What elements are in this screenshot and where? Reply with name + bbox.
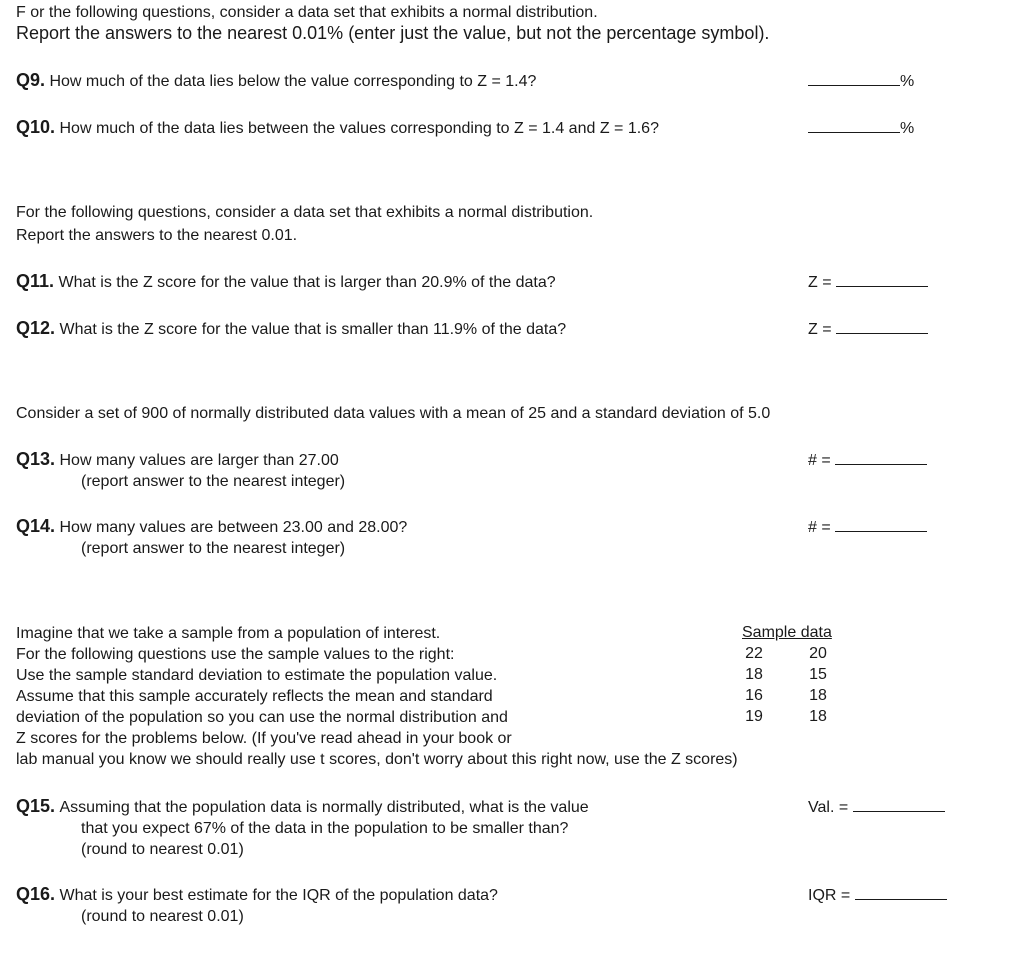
q15-note: (round to nearest 0.01) bbox=[81, 841, 244, 858]
sample-cell: 16 bbox=[745, 687, 763, 704]
q15-answer bbox=[808, 796, 945, 818]
question-q13 bbox=[16, 448, 339, 472]
section1-intro-line2: Report the answers to the nearest 0.01% (enter just the value, but not the percentage symbol). bbox=[16, 23, 770, 43]
q13-note: (report answer to the nearest integer) bbox=[81, 473, 346, 490]
section4-line-7: lab manual you know we should really use t scores, don't worry about this right now, use the Z scores) bbox=[16, 751, 738, 768]
sample-row bbox=[742, 664, 844, 685]
sample-cell: 18 bbox=[809, 687, 827, 704]
q10-text: How much of the data lies between the values corresponding to Z = 1.4 and Z = 1.6? bbox=[59, 120, 659, 137]
question-q11 bbox=[16, 270, 556, 294]
q13-label: # = bbox=[808, 452, 831, 469]
q16-label: IQR = bbox=[808, 887, 851, 904]
sample-cell: 18 bbox=[809, 708, 827, 725]
question-q14 bbox=[16, 515, 407, 539]
q14-text: How many values are between 23.00 and 28.00? bbox=[59, 519, 408, 536]
q11-answer-blank[interactable] bbox=[836, 271, 928, 287]
sample-cell: 18 bbox=[745, 666, 763, 683]
q14-number: Q14. bbox=[16, 516, 56, 536]
sample-row bbox=[742, 706, 844, 727]
q10-answer-blank[interactable] bbox=[808, 117, 900, 133]
sample-data-table bbox=[742, 622, 844, 727]
question-q16 bbox=[16, 883, 498, 907]
q16-note: (round to nearest 0.01) bbox=[81, 908, 244, 925]
q16-text: What is your best estimate for the IQR of the population data? bbox=[59, 887, 498, 904]
question-q15 bbox=[16, 795, 589, 819]
section2-intro-line1: For the following questions, consider a data set that exhibits a normal distribution. bbox=[16, 204, 594, 221]
section3-intro: Consider a set of 900 of normally distributed data values with a mean of 25 and a standard deviation of 5.0 bbox=[16, 405, 771, 422]
q11-text: What is the Z score for the value that is larger than 20.9% of the data? bbox=[58, 274, 556, 291]
section4-line-3: Use the sample standard deviation to estimate the population value. bbox=[16, 667, 498, 684]
q13-number: Q13. bbox=[16, 449, 56, 469]
q11-number: Q11. bbox=[16, 271, 55, 291]
q15-line2: that you expect 67% of the data in the population to be smaller than? bbox=[81, 820, 569, 837]
q15-text: Assuming that the population data is normally distributed, what is the value bbox=[59, 799, 589, 816]
q12-text: What is the Z score for the value that is smaller than 11.9% of the data? bbox=[59, 321, 567, 338]
sample-cell: 22 bbox=[745, 645, 763, 662]
q9-answer bbox=[808, 70, 914, 92]
sample-row bbox=[742, 685, 844, 706]
q14-answer-blank[interactable] bbox=[835, 516, 927, 532]
q16-number: Q16. bbox=[16, 884, 56, 904]
sample-row bbox=[742, 643, 844, 664]
q16-answer-blank[interactable] bbox=[855, 884, 947, 900]
question-q9 bbox=[16, 69, 536, 93]
sample-cell: 19 bbox=[745, 708, 763, 725]
sample-data-header: Sample data bbox=[742, 624, 832, 641]
q12-number: Q12. bbox=[16, 318, 56, 338]
q10-answer bbox=[808, 117, 914, 139]
q12-answer bbox=[808, 318, 928, 340]
sample-cell: 15 bbox=[809, 666, 827, 683]
q11-label: Z = bbox=[808, 274, 832, 291]
q13-text: How many values are larger than 27.00 bbox=[59, 452, 339, 469]
q16-answer bbox=[808, 884, 947, 906]
question-q10 bbox=[16, 116, 659, 140]
q10-number: Q10. bbox=[16, 117, 56, 137]
section4-line-1: Imagine that we take a sample from a population of interest. bbox=[16, 625, 441, 642]
q13-answer-blank[interactable] bbox=[835, 449, 927, 465]
q12-answer-blank[interactable] bbox=[836, 318, 928, 334]
q14-answer bbox=[808, 516, 927, 538]
q9-number: Q9. bbox=[16, 70, 46, 90]
q9-unit: % bbox=[900, 73, 915, 90]
section1-intro-line1: F or the following questions, consider a data set that exhibits a normal distribution. bbox=[16, 4, 598, 21]
sample-cell: 20 bbox=[809, 645, 827, 662]
section4-line-2: For the following questions use the sample values to the right: bbox=[16, 646, 455, 663]
q14-note: (report answer to the nearest integer) bbox=[81, 540, 346, 557]
section2-intro-line2: Report the answers to the nearest 0.01. bbox=[16, 227, 298, 244]
question-q12 bbox=[16, 317, 566, 341]
q10-unit: % bbox=[900, 120, 915, 137]
section4-line-6: Z scores for the problems below. (If you've read ahead in your book or bbox=[16, 730, 512, 747]
q11-answer bbox=[808, 271, 928, 293]
q9-text: How much of the data lies below the value corresponding to Z = 1.4? bbox=[49, 73, 537, 90]
q12-label: Z = bbox=[808, 321, 832, 338]
q15-answer-blank[interactable] bbox=[853, 796, 945, 812]
q14-label: # = bbox=[808, 519, 831, 536]
q13-answer bbox=[808, 449, 927, 471]
q9-answer-blank[interactable] bbox=[808, 70, 900, 86]
section4-line-4: Assume that this sample accurately reflects the mean and standard bbox=[16, 688, 493, 705]
q15-number: Q15. bbox=[16, 796, 56, 816]
q15-label: Val. = bbox=[808, 799, 849, 816]
section4-line-5: deviation of the population so you can use the normal distribution and bbox=[16, 709, 508, 726]
